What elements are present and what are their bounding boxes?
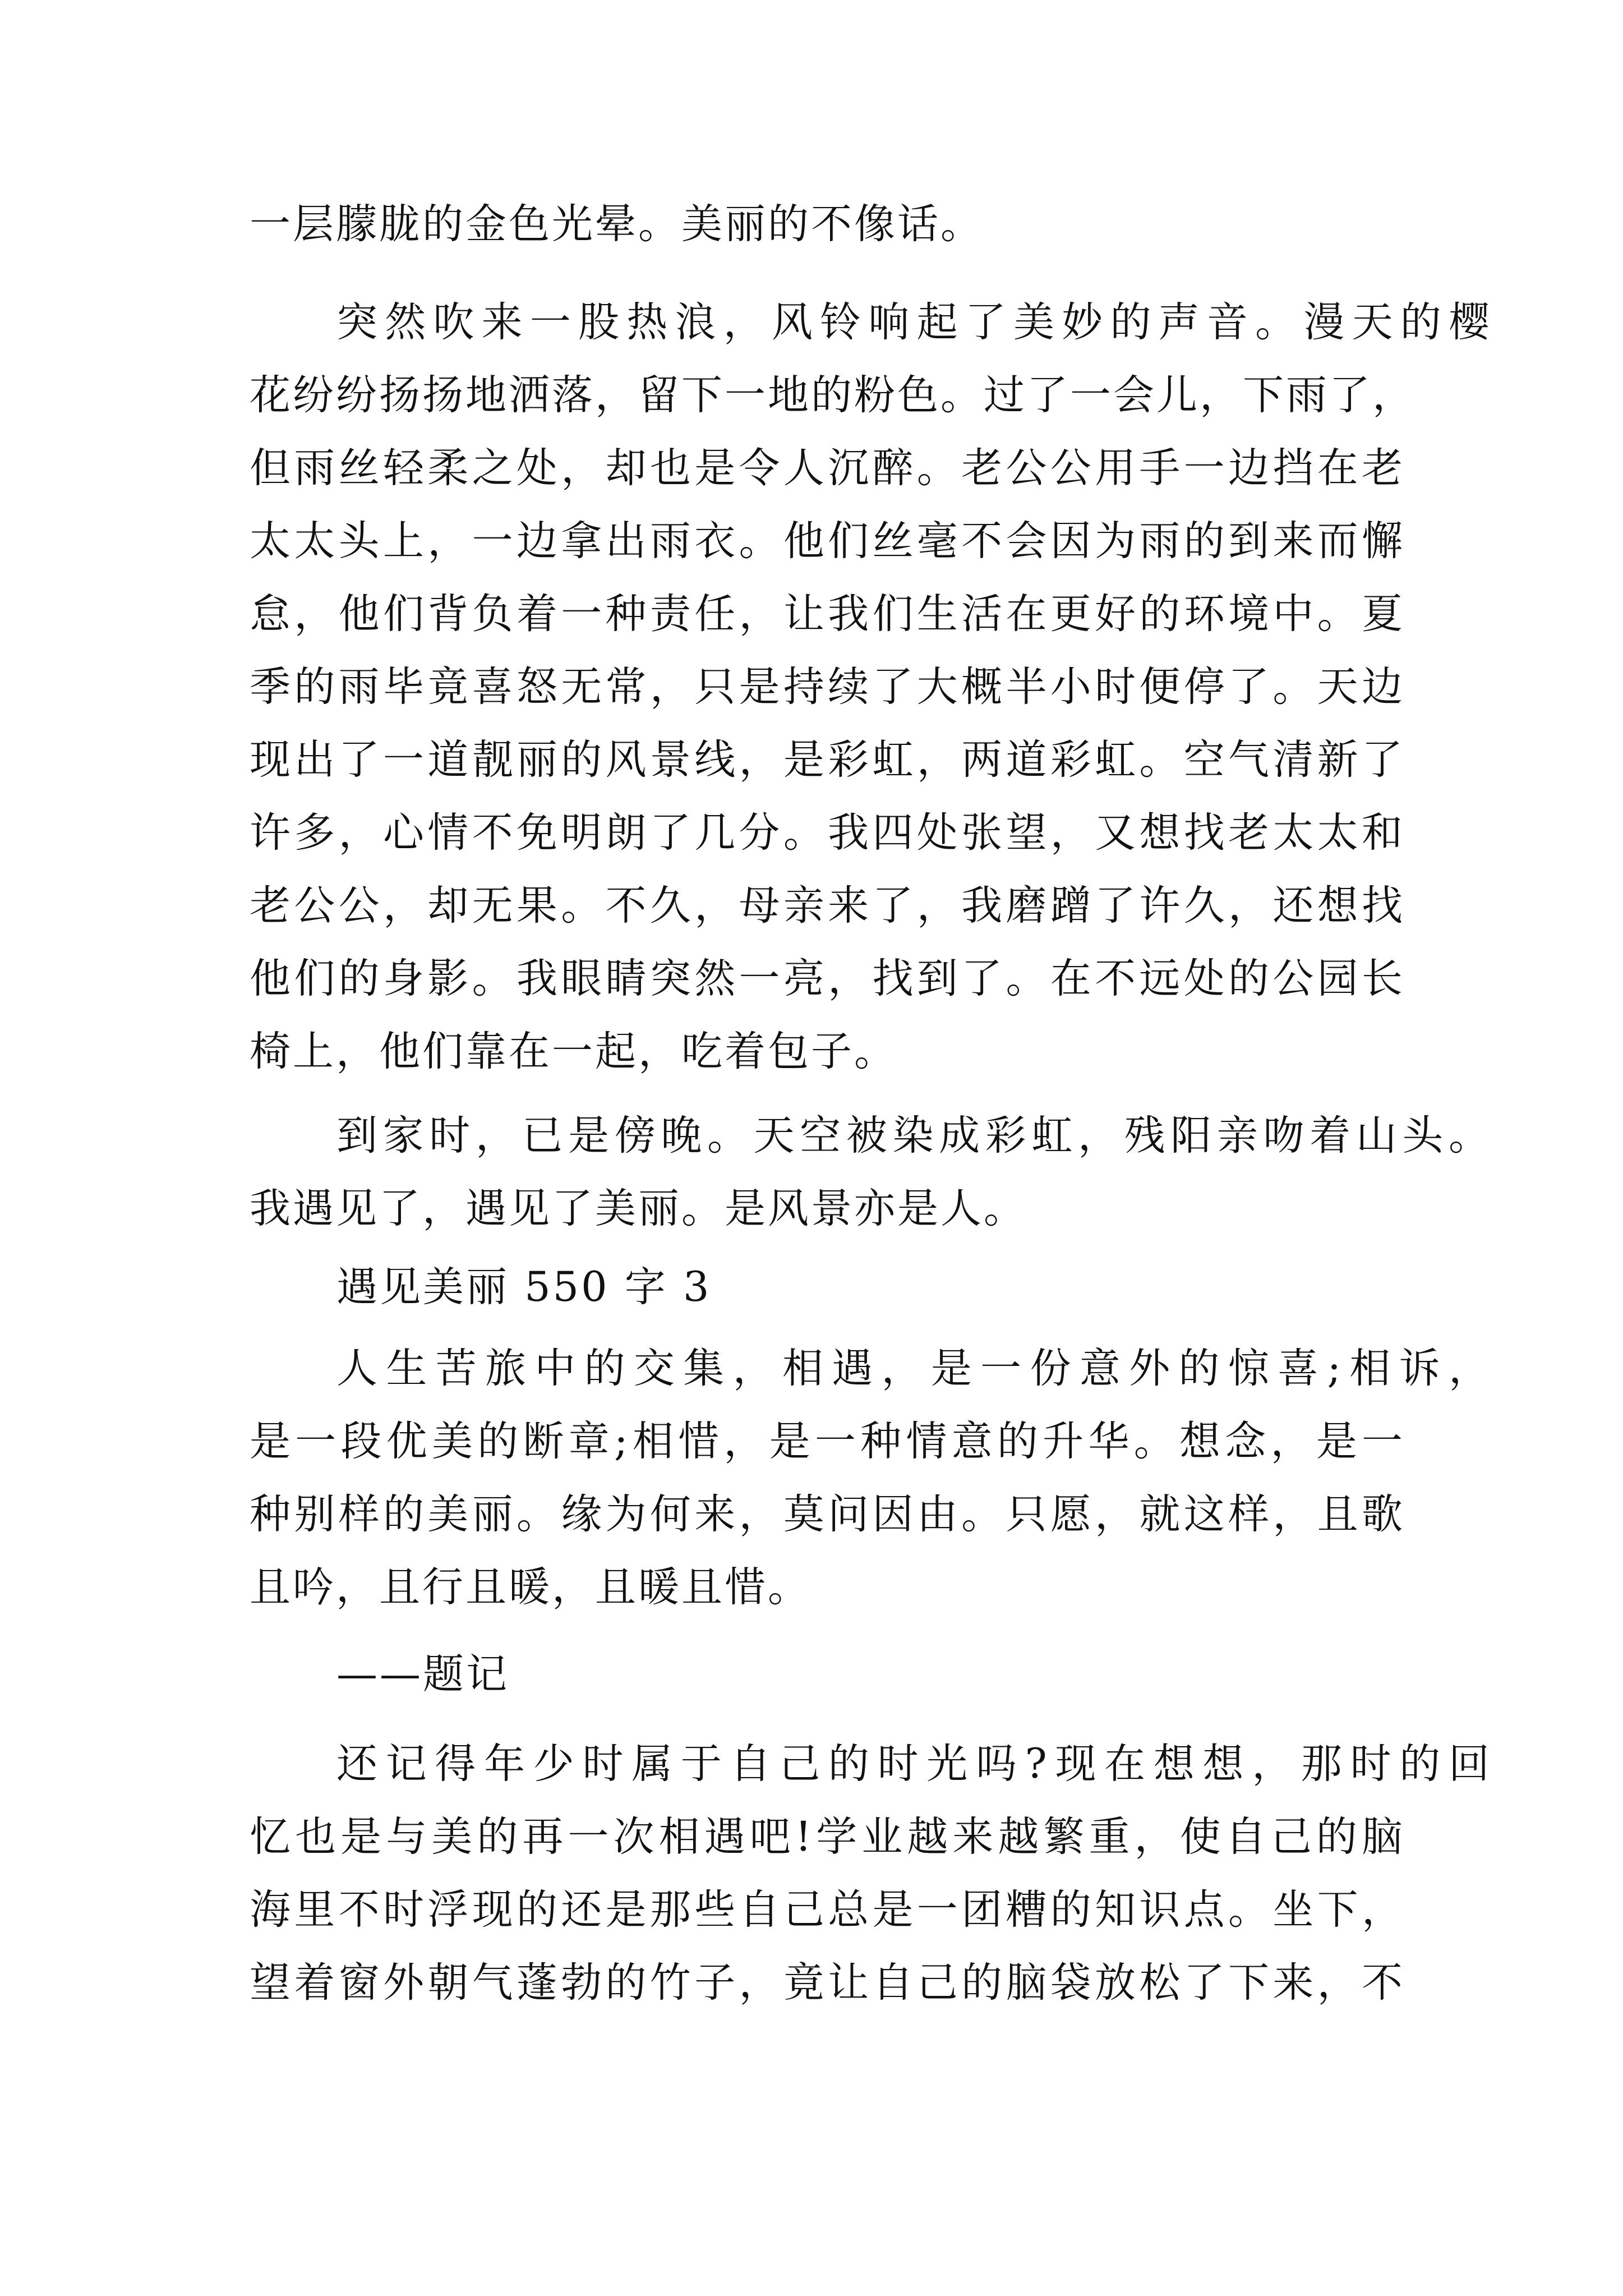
paragraph-line: 还记得年少时属于自己的时光吗?现在想想，那时的回: [336, 1740, 1492, 1788]
paragraph-line: 季的雨毕竟喜怒无常，只是持续了大概半小时便停了。天边: [250, 663, 1405, 711]
paragraph-line: 椅上，他们靠在一起，吃着包子。: [250, 1028, 897, 1075]
paragraph-line: 现出了一道靓丽的风景线，是彩虹，两道彩虹。空气清新了: [250, 736, 1405, 784]
paragraph-line: 老公公，却无果。不久，母亲来了，我磨蹭了许久，还想找: [250, 882, 1405, 930]
paragraph-line: 许多，心情不免明朗了几分。我四处张望，又想找老太太和: [250, 809, 1405, 857]
paragraph-line: 人生苦旅中的交集，相遇，是一份意外的惊喜;相诉，: [336, 1345, 1492, 1392]
paragraph-line: 种别样的美丽。缘为何来，莫问因由。只愿，就这样，且歌: [250, 1490, 1405, 1538]
paragraph-line: 我遇见了，遇见了美丽。是风景亦是人。: [250, 1185, 1027, 1232]
paragraph-line: 望着窗外朝气蓬勃的竹子，竟让自己的脑袋放松了下来，不: [250, 1959, 1405, 2007]
paragraph-line: 他们的身影。我眼睛突然一亮，找到了。在不远处的公园长: [250, 955, 1405, 1002]
paragraph-line: 到家时，已是傍晚。天空被染成彩虹，残阳亲吻着山头。: [336, 1112, 1492, 1159]
paragraph-line: 花纷纷扬扬地洒落，留下一地的粉色。过了一会儿，下雨了，: [250, 371, 1415, 419]
paragraph-line: 是一段优美的断章;相惜，是一种情意的升华。想念，是一: [250, 1418, 1405, 1465]
paragraph-line: 海里不时浮现的还是那些自己总是一团糟的知识点。坐下，: [250, 1886, 1405, 1934]
paragraph-line: 突然吹来一股热浪，风铃响起了美妙的声音。漫天的樱: [336, 298, 1492, 346]
inscription-signature: ——题记: [336, 1650, 509, 1698]
paragraph-line: 怠，他们背负着一种责任，让我们生活在更好的环境中。夏: [250, 590, 1405, 638]
paragraph-line: 太太头上，一边拿出雨衣。他们丝毫不会因为雨的到来而懈: [250, 517, 1405, 565]
section-title: 遇见美丽 550 字 3: [336, 1263, 712, 1311]
paragraph-line: 但雨丝轻柔之处，却也是令人沉醉。老公公用手一边挡在老: [250, 444, 1405, 492]
paragraph-line: 且吟，且行且暖，且暖且惜。: [250, 1563, 811, 1611]
paragraph-line: 忆也是与美的再一次相遇吧!学业越来越繁重，使自己的脑: [250, 1813, 1405, 1861]
paragraph-line: 一层朦胧的金色光晕。美丽的不像话。: [250, 200, 984, 248]
